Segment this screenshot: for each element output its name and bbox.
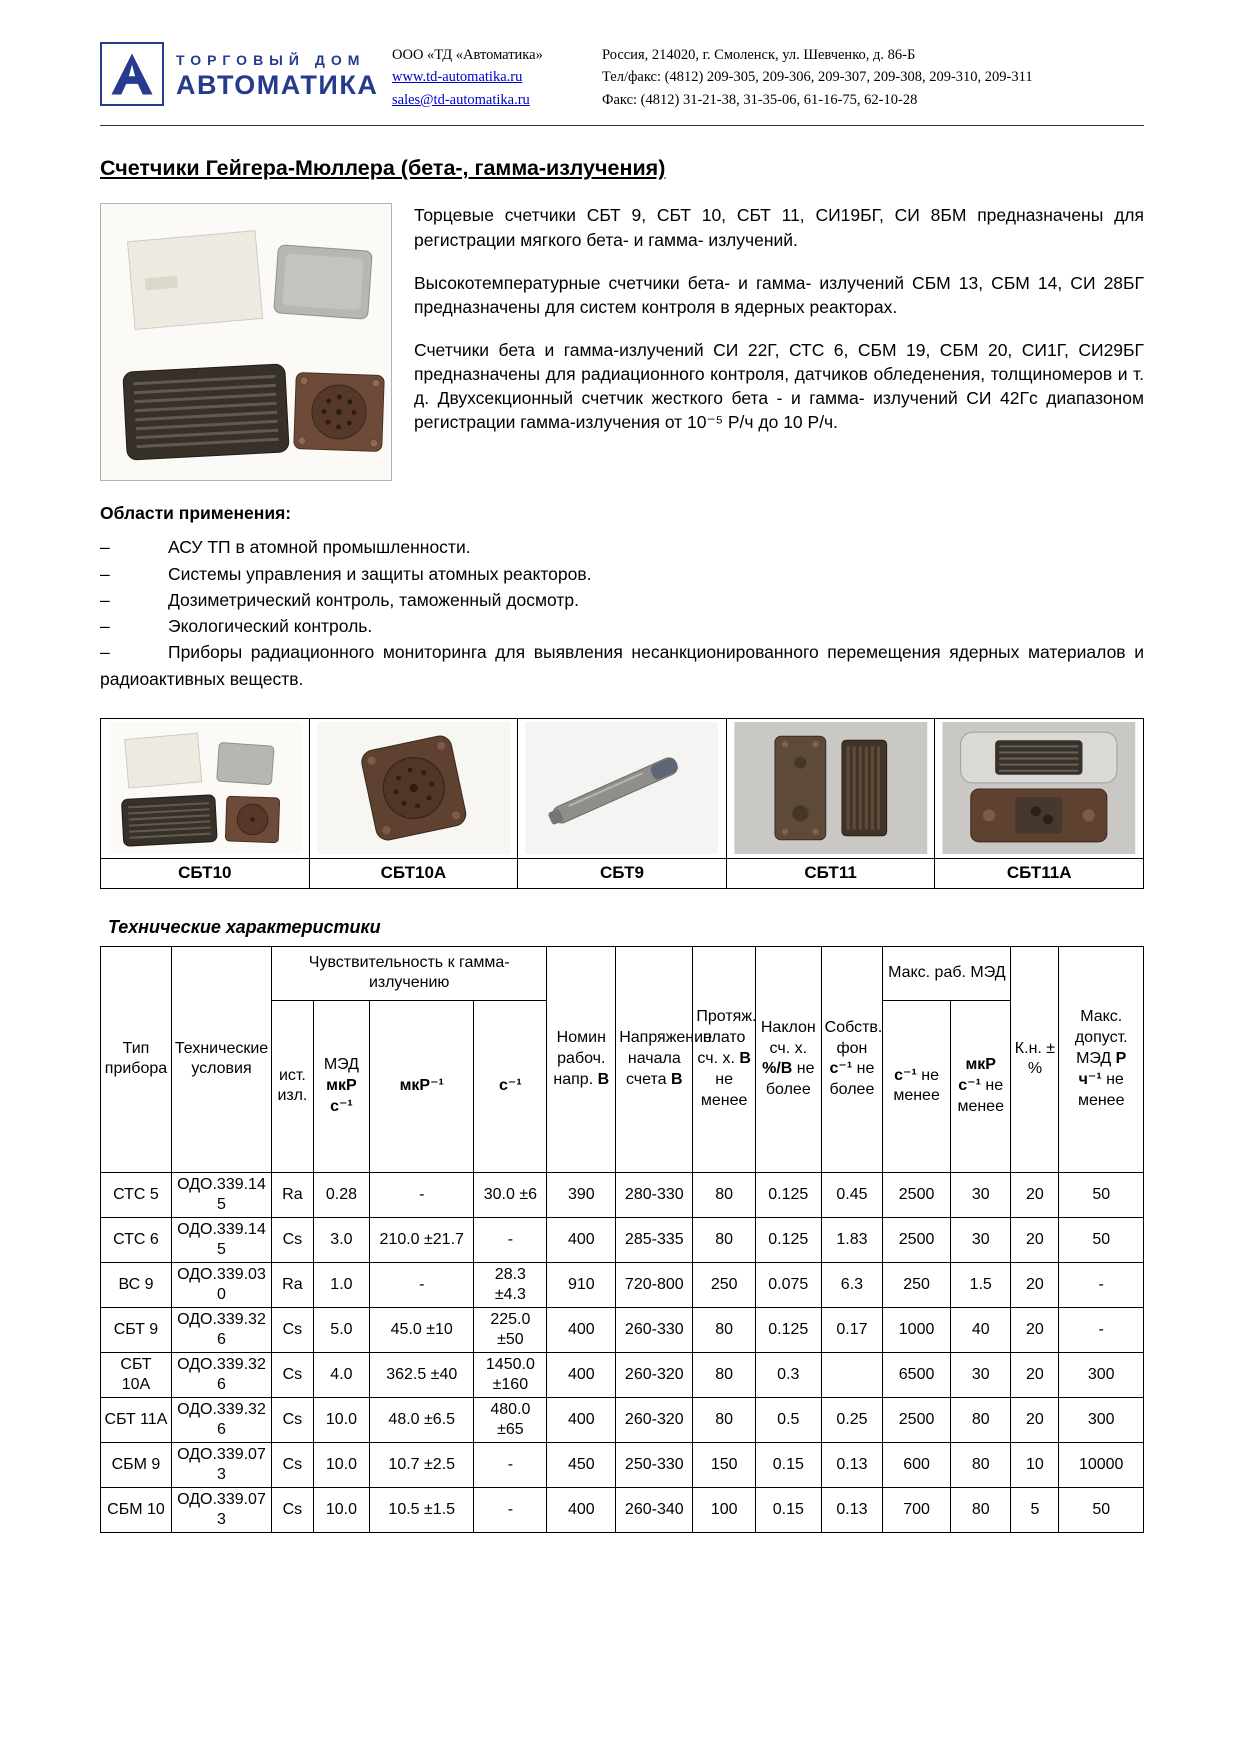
spec-cell: 50 [1059, 1217, 1144, 1262]
spec-cell: 0.45 [821, 1172, 883, 1217]
gallery-photo-sbt10 [101, 718, 310, 858]
gallery-photo-sbt9 [518, 718, 727, 858]
spec-cell: 400 [547, 1487, 616, 1532]
spec-cell: 0.125 [755, 1217, 821, 1262]
spec-cell: 80 [693, 1307, 756, 1352]
gallery-photo-sbt11 [726, 718, 935, 858]
applications-heading: Области применения: [100, 503, 292, 524]
spec-cell: 700 [883, 1487, 951, 1532]
spec-cell: 10.0 [313, 1487, 369, 1532]
col-header-own-background: Собств. фон с⁻¹ не более [821, 946, 883, 1172]
spec-cell: 0.075 [755, 1262, 821, 1307]
gallery-label: СБТ9 [518, 858, 727, 888]
spec-cell: 0.5 [755, 1397, 821, 1442]
spec-cell: 5.0 [313, 1307, 369, 1352]
spec-cell: 30 [950, 1172, 1010, 1217]
geiger-counters-photo [101, 204, 391, 480]
spec-cell: 10 [1011, 1442, 1059, 1487]
application-item [100, 534, 1144, 560]
col-header-maxw-c: с⁻¹ не менее [883, 1000, 951, 1172]
spec-cell: 250 [693, 1262, 756, 1307]
spec-cell: ОДО.339.030 [171, 1262, 271, 1307]
spec-cell: 80 [693, 1352, 756, 1397]
spec-cell: 910 [547, 1262, 616, 1307]
spec-cell: 48.0 ±6.5 [370, 1397, 474, 1442]
company-name: ООО «ТД «Автоматика» [392, 47, 543, 63]
bullet-dash: – [100, 563, 110, 584]
application-text: Системы управления и защиты атомных реакторов. [168, 563, 592, 584]
spec-cell: 400 [547, 1307, 616, 1352]
spec-cell: 480.0 ±65 [474, 1397, 547, 1442]
contact-block-left [392, 42, 602, 111]
spec-cell: 10.7 ±2.5 [370, 1442, 474, 1487]
spec-cell: 260-340 [616, 1487, 693, 1532]
spec-row [101, 1352, 1144, 1397]
spec-cell: 28.3 ±4.3 [474, 1262, 547, 1307]
spec-cell: 6.3 [821, 1262, 883, 1307]
spec-cell: 400 [547, 1352, 616, 1397]
spec-cell: 390 [547, 1172, 616, 1217]
gallery-photo-sbt10a [309, 718, 518, 858]
col-header-nominal-voltage: Номин рабоч. напр. В [547, 946, 616, 1172]
spec-cell: 40 [950, 1307, 1010, 1352]
application-text: Приборы радиационного мониторинга для выявления несанкционированного перемещения ядерных материалов и радиоактивных веществ. [100, 642, 1144, 689]
spec-cell: Ra [272, 1172, 314, 1217]
bullet-dash: – [100, 537, 110, 558]
spec-cell: - [474, 1487, 547, 1532]
spec-cell: - [370, 1262, 474, 1307]
spec-cell: 225.0 ±50 [474, 1307, 547, 1352]
gallery-labels-row [101, 858, 1144, 888]
spec-cell: 80 [950, 1397, 1010, 1442]
spec-cell: ОДО.339.326 [171, 1307, 271, 1352]
spec-cell: 10.5 ±1.5 [370, 1487, 474, 1532]
spec-cell: 362.5 ±40 [370, 1352, 474, 1397]
applications-section [100, 503, 1144, 692]
intro-paragraph-1: Торцевые счетчики СБТ 9, СБТ 10, СБТ 11, СИ19БГ, СИ 8БМ предназначены для регистрации мягкого бета- и гамма- излучений. [414, 205, 1144, 250]
spec-cell: 285-335 [616, 1217, 693, 1262]
company-logo [100, 42, 392, 106]
main-product-photo [100, 203, 392, 481]
spec-cell: СБТ 10А [101, 1352, 172, 1397]
gallery-label: СБТ10 [101, 858, 310, 888]
application-text: Экологический контроль. [168, 616, 373, 637]
application-text: АСУ ТП в атомной промышленности. [168, 537, 471, 558]
spec-cell: 0.3 [755, 1352, 821, 1397]
email-link[interactable]: sales@td-automatika.ru [392, 91, 530, 108]
col-header-plateau-slope: Наклон сч. х. %/В не более [755, 946, 821, 1172]
spec-cell: 0.17 [821, 1307, 883, 1352]
intro-text [414, 203, 1144, 481]
col-header-tech-conditions: Технические условия [171, 946, 271, 1172]
spec-cell: 260-320 [616, 1352, 693, 1397]
spec-cell: 1.5 [950, 1262, 1010, 1307]
spec-row [101, 1172, 1144, 1217]
spec-cell: 10.0 [313, 1442, 369, 1487]
application-item [100, 613, 1144, 639]
spec-cell: - [1059, 1307, 1144, 1352]
spec-cell: 150 [693, 1442, 756, 1487]
spec-cell: 6500 [883, 1352, 951, 1397]
col-header-mkr: мкР⁻¹ [370, 1000, 474, 1172]
spec-cell: 600 [883, 1442, 951, 1487]
bullet-dash: – [100, 616, 110, 637]
application-item [100, 639, 1144, 692]
spec-cell: 300 [1059, 1352, 1144, 1397]
col-header-c: с⁻¹ [474, 1000, 547, 1172]
spec-row [101, 1487, 1144, 1532]
intro-paragraph-2: Высокотемпературные счетчики бета- и гамма- излучений СБМ 13, СБМ 14, СИ 28БГ предназначены для систем контроля в ядерных реакторах. [414, 272, 1144, 317]
spec-cell: 250 [883, 1262, 951, 1307]
intro-paragraph-3: Счетчики бета и гамма-излучений СИ 22Г, СТС 6, СБМ 19, СБМ 20, СИ1Г, СИ29БГ предназначены для радиационного контроля, датчиков обледенения, толщиномеров и т. д. Двухсекционный счетчик жесткого бета - и гамма- излучений СИ 42Гс диапазоном регистрации гамма-излучения от 10⁻⁵ Р/ч до 10 Р/ч. [414, 339, 1144, 433]
address-line: Россия, 214020, г. Смоленск, ул. Шевченко, д. 86-Б [602, 47, 916, 63]
spec-cell: 50 [1059, 1487, 1144, 1532]
logo-text [176, 48, 378, 101]
spec-cell: 720-800 [616, 1262, 693, 1307]
spec-cell: ОДО.339.145 [171, 1217, 271, 1262]
spec-cell: 260-330 [616, 1307, 693, 1352]
col-header-device-type: Тип прибора [101, 946, 172, 1172]
spec-cell: 3.0 [313, 1217, 369, 1262]
gallery-label: СБТ10А [309, 858, 518, 888]
spec-cell: 80 [950, 1487, 1010, 1532]
col-header-kn: К.н. ± % [1011, 946, 1059, 1172]
spec-cell: 5 [1011, 1487, 1059, 1532]
product-gallery [100, 718, 1144, 889]
spec-cell: 0.28 [313, 1172, 369, 1217]
specs-table [100, 946, 1144, 1533]
spec-cell: 280-330 [616, 1172, 693, 1217]
spec-row [101, 1397, 1144, 1442]
gallery-label: СБТ11 [726, 858, 935, 888]
spec-cell: 450 [547, 1442, 616, 1487]
intro-section [100, 203, 1144, 481]
letterhead [100, 42, 1144, 111]
spec-cell: - [474, 1217, 547, 1262]
spec-cell: 80 [950, 1442, 1010, 1487]
spec-cell: СБТ 11А [101, 1397, 172, 1442]
gallery-label: СБТ11А [935, 858, 1144, 888]
col-header-max-working-med: Макс. раб. МЭД [883, 946, 1011, 1000]
spec-cell: 0.125 [755, 1172, 821, 1217]
spec-cell: Cs [272, 1397, 314, 1442]
spec-cell: 0.13 [821, 1487, 883, 1532]
spec-cell: 20 [1011, 1217, 1059, 1262]
spec-cell: 300 [1059, 1397, 1144, 1442]
gallery-photo-sbt11a [935, 718, 1144, 858]
spec-cell: 45.0 ±10 [370, 1307, 474, 1352]
spec-cell: СБМ 10 [101, 1487, 172, 1532]
spec-cell: 0.15 [755, 1487, 821, 1532]
specs-heading: Технические характеристики [108, 916, 381, 937]
spec-row [101, 1307, 1144, 1352]
logo-line-1: ТОРГОВЫЙ ДОМ [176, 51, 366, 68]
spec-cell: 260-320 [616, 1397, 693, 1442]
spec-cell: 100 [693, 1487, 756, 1532]
spec-cell: ОДО.339.326 [171, 1352, 271, 1397]
spec-cell: ОДО.339.073 [171, 1442, 271, 1487]
spec-cell: 250-330 [616, 1442, 693, 1487]
spec-cell: 400 [547, 1397, 616, 1442]
spec-cell: СТС 5 [101, 1172, 172, 1217]
spec-cell: 2500 [883, 1172, 951, 1217]
specs-header-row-1 [101, 946, 1144, 1000]
bullet-dash: – [100, 589, 110, 610]
page-title: Счетчики Гейгера-Мюллера (бета-, гамма-излучения) [100, 156, 666, 181]
spec-cell: 80 [693, 1172, 756, 1217]
application-text: Дозиметрический контроль, таможенный досмотр. [168, 589, 579, 610]
spec-cell: Ra [272, 1262, 314, 1307]
specs-table-body [101, 1172, 1144, 1532]
spec-cell: СБТ 9 [101, 1307, 172, 1352]
col-header-gamma-sensitivity: Чувствительность к гамма-излучению [272, 946, 547, 1000]
bullet-dash: – [100, 642, 110, 663]
spec-cell: 30.0 ±6 [474, 1172, 547, 1217]
col-header-maxw-mkr: мкР с⁻¹ не менее [950, 1000, 1010, 1172]
spec-cell: 2500 [883, 1397, 951, 1442]
spec-cell: 400 [547, 1217, 616, 1262]
spec-cell: ОДО.339.073 [171, 1487, 271, 1532]
logo-line-2: АВТОМАТИКА [176, 69, 379, 100]
gallery-images-row [101, 718, 1144, 858]
spec-cell: 0.13 [821, 1442, 883, 1487]
spec-cell: 20 [1011, 1397, 1059, 1442]
spec-cell: 0.25 [821, 1397, 883, 1442]
spec-cell: 50 [1059, 1172, 1144, 1217]
spec-cell: 0.125 [755, 1307, 821, 1352]
spec-cell: Cs [272, 1352, 314, 1397]
header-divider [100, 125, 1144, 126]
spec-row [101, 1262, 1144, 1307]
contact-block-right [602, 42, 1144, 111]
spec-cell: - [1059, 1262, 1144, 1307]
col-header-plateau-length: Протяж. плато сч. х. В не менее [693, 946, 756, 1172]
spec-cell: ВС 9 [101, 1262, 172, 1307]
spec-cell: 210.0 ±21.7 [370, 1217, 474, 1262]
spec-cell: 10000 [1059, 1442, 1144, 1487]
spec-cell: 20 [1011, 1352, 1059, 1397]
col-header-med: МЭД мкР с⁻¹ [313, 1000, 369, 1172]
spec-cell: Cs [272, 1487, 314, 1532]
spec-cell: 0.15 [755, 1442, 821, 1487]
application-item [100, 587, 1144, 613]
spec-cell: 30 [950, 1217, 1010, 1262]
spec-cell: 2500 [883, 1217, 951, 1262]
spec-cell: Cs [272, 1442, 314, 1487]
spec-cell: 1450.0 ±160 [474, 1352, 547, 1397]
spec-cell [821, 1352, 883, 1397]
spec-cell: - [474, 1442, 547, 1487]
application-item [100, 561, 1144, 587]
spec-cell: Cs [272, 1217, 314, 1262]
logo-a-icon [100, 42, 164, 106]
spec-cell: 20 [1011, 1172, 1059, 1217]
spec-cell: 80 [693, 1397, 756, 1442]
col-header-source: ист. изл. [272, 1000, 314, 1172]
col-header-max-allowed-med: Макс. допуст. МЭД Р ч⁻¹ не менее [1059, 946, 1144, 1172]
spec-cell: СТС 6 [101, 1217, 172, 1262]
spec-cell: 1.83 [821, 1217, 883, 1262]
spec-cell: ОДО.339.145 [171, 1172, 271, 1217]
spec-cell: - [370, 1172, 474, 1217]
spec-cell: 20 [1011, 1262, 1059, 1307]
spec-cell: 30 [950, 1352, 1010, 1397]
spec-cell: ОДО.339.326 [171, 1397, 271, 1442]
spec-row [101, 1217, 1144, 1262]
col-header-start-voltage: Напряжение начала счета В [616, 946, 693, 1172]
spec-cell: СБМ 9 [101, 1442, 172, 1487]
spec-cell: 20 [1011, 1307, 1059, 1352]
website-link[interactable]: www.td-automatika.ru [392, 69, 523, 86]
phone-line: Тел/факс: (4812) 209-305, 209-306, 209-307, 209-308, 209-310, 209-311 [602, 69, 1033, 86]
spec-cell: Cs [272, 1307, 314, 1352]
spec-cell: 1.0 [313, 1262, 369, 1307]
spec-cell: 4.0 [313, 1352, 369, 1397]
spec-row [101, 1442, 1144, 1487]
fax-line: Факс: (4812) 31-21-38, 31-35-06, 61-16-75, 62-10-28 [602, 91, 918, 108]
spec-cell: 1000 [883, 1307, 951, 1352]
spec-cell: 10.0 [313, 1397, 369, 1442]
spec-cell: 80 [693, 1217, 756, 1262]
